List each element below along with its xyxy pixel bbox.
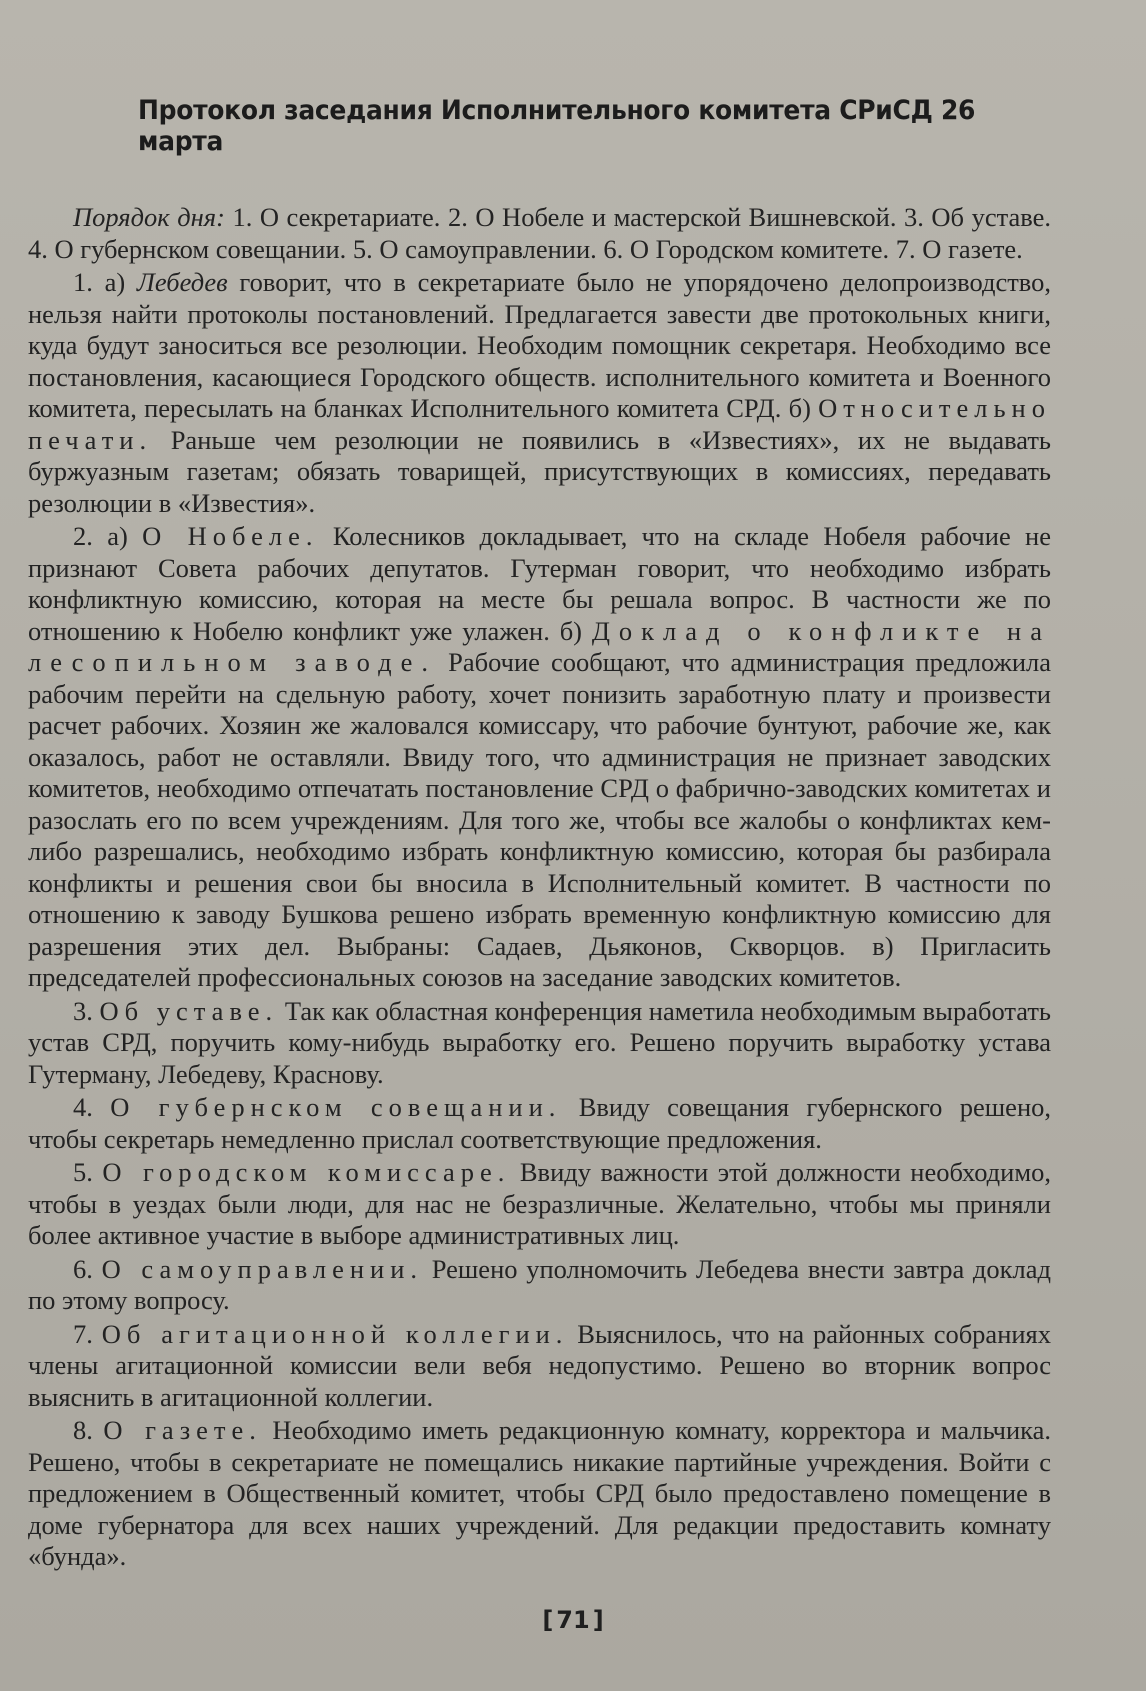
- protocol-body: [28, 202, 1051, 1573]
- item-6-paragraph: [28, 1254, 1051, 1317]
- right-bracket: ]: [592, 1606, 604, 1634]
- item-4-paragraph: [28, 1092, 1051, 1155]
- item-7-text: Выяснилось, что на районных собраниях члены агитационной комиссии вели вебя недопустимо. Решено во вторник вопрос выяснить в агитационной коллегии.: [28, 1318, 1051, 1412]
- item-4-heading: О губернском совещании.: [110, 1092, 562, 1122]
- item-3-heading: Об уставе.: [99, 995, 279, 1026]
- item-8-prefix: 8.: [73, 1415, 104, 1445]
- page-title: Протокол заседания Исполнительного комитета СРиСД 26 марта: [138, 94, 976, 157]
- item-2-text-b: Рабочие сообщают, что администрация предложила рабочим перейти на сдельную работу, хочет понизить заработную плату и произвести расчет рабочих. Хозяин же жаловался комиссару, что рабочие бунтуют, рабочие же, как оказалось, работ не оставляли. Ввиду того, что администрация не признает заводских комитетов, необходимо отпечатать постановление СРД о фабрично-заводских комитетах и разослать его по всем учреждениям. Для того же, чтобы все жалобы о конфликтах кем-либо разрешались, необходимо избрать конфликтную комиссию, которая бы разбирала конфликты и решения свои бы вносила в Исполнительный комитет. В частности по отношению к заводу Бушкова решено избрать временную конфликтную комиссию для разрешения этих дел. Выбраны: Садаев, Дьяконов, Скворцов. в) Пригласить председателей профессиональных союзов на заседание заводских комитетов.: [28, 647, 1052, 992]
- item-2-text-a: Колесников докладывает, что на складе Нобеля рабочие не признают Совета рабочих депутатов. Гутерман говорит, что необходимо избрать конфликтную комиссию, которая на месте бы решала вопрос. В частности же по отношению к Нобелю конфликт уже улажен. б): [28, 521, 1051, 646]
- item-7-heading: Об агитационной коллегии.: [101, 1318, 569, 1349]
- item-3-text: Так как областная конференция наметила необходимым выработать устав СРД, поручить кому-нибудь выработку его. Решено поручить выработку устава Гутерману, Лебедеву, Краснову.: [28, 995, 1052, 1089]
- item-5-prefix: 5.: [73, 1157, 103, 1187]
- item-8-heading: О газете.: [103, 1415, 262, 1445]
- item-1-speaker: Лебедев: [136, 267, 228, 297]
- item-1-text-b: Раньше чем резолюции не появились в «Известиях», их не выдавать буржуазным газетам; обязать товарищей, присутствующих в комиссиях, передавать резолюции в «Известия».: [28, 424, 1051, 518]
- item-4-text: Ввиду совещания губернского решено, чтобы секретарь немедленно прислал соответствующие предложения.: [28, 1092, 1051, 1154]
- item-4-prefix: 4.: [73, 1092, 111, 1122]
- item-1-prefix: 1. а): [73, 267, 137, 297]
- item-6-prefix: 6.: [73, 1253, 102, 1284]
- item-1-paragraph: [28, 267, 1051, 519]
- item-6-heading: О самоуправлении.: [101, 1253, 424, 1284]
- agenda-text: 1. О секретариате. 2. О Нобеле и мастерской Вишневской. 3. Об уставе. 4. О губернском совещании. 5. О самоуправлении. 6. О Городском комитете. 7. О газете.: [28, 202, 1052, 264]
- item-5-text: Ввиду важности этой должности необходимо, чтобы в уездах были люди, для нас не безразличные. Желательно, чтобы мы приняли более активное участие в выборе административных лиц.: [28, 1157, 1051, 1250]
- item-2-paragraph: [28, 521, 1051, 994]
- item-2-heading-b: Доклад о конфликте на лесопильном заводе.: [28, 615, 1052, 677]
- agenda-label: Порядок дня:: [73, 202, 225, 232]
- agenda-paragraph: [28, 202, 1051, 265]
- item-7-paragraph: [28, 1319, 1051, 1414]
- item-2-prefix: 2. а): [73, 521, 143, 551]
- item-1-heading-b: Относительно печати.: [28, 393, 1051, 455]
- item-5-paragraph: [28, 1157, 1051, 1252]
- left-bracket: [: [542, 1606, 554, 1634]
- item-8-text: Необходимо иметь редакционную комнату, корректора и мальчика. Решено, чтобы в секретариате не помещались никакие партийные учреждения. Войти с предложением в Общественный комитет, чтобы СРД было предоставлено помещение в доме губернатора для всех наших учреждений. Для редакции предоставить комнату «бунда».: [28, 1415, 1052, 1571]
- item-6-text: Решено уполномочить Лебедева внести завтра доклад по этому вопросу.: [28, 1253, 1051, 1315]
- item-7-prefix: 7.: [73, 1318, 102, 1349]
- item-2-heading-a: О Нобеле.: [142, 521, 319, 551]
- item-3-prefix: 3.: [73, 995, 100, 1026]
- item-1-text-a: говорит, что в секретариате было не упорядочено делопроизводство, нельзя найти протоколы постановлений. Предлагается завести две протокольных книги, куда будут заноситься все резолюции. Необходим помощник секретаря. Необходимо все постановления, касающиеся Городского обществ. исполнительного комитета и Военного комитета, пересылать на бланках Исполнительного комитета СРД. б): [28, 267, 1051, 423]
- item-5-heading: О городском комиссаре.: [102, 1157, 511, 1187]
- item-3-paragraph: [28, 996, 1051, 1091]
- item-8-paragraph: [28, 1415, 1051, 1573]
- page-number: [0, 1606, 1146, 1634]
- page-number-value: 71: [556, 1606, 590, 1634]
